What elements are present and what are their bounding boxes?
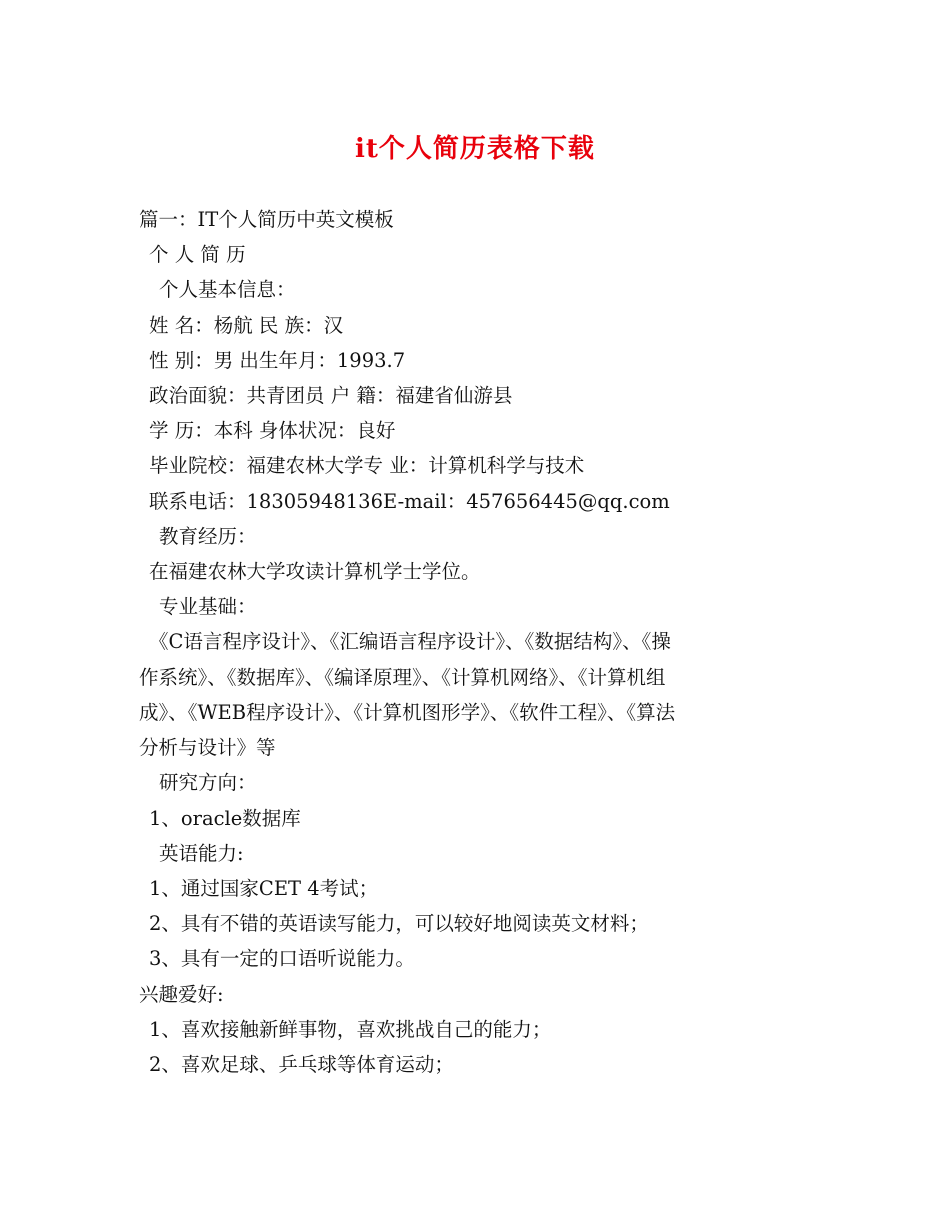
section-heading: 篇一：IT个人简历中英文模板 (139, 208, 394, 231)
list-item: 1、通过国家CET 4考试； (149, 877, 379, 900)
subsection-heading: 研究方向： (159, 771, 257, 794)
info-line: 联系电话：18305948136E-mail：457656445@qq.com (149, 490, 670, 513)
info-line: 政治面貌：共青团员 户 籍：福建省仙游县 (149, 384, 513, 407)
info-line: 姓 名：杨航 民 族：汉 (149, 314, 344, 337)
resume-heading: 个 人 简 历 (149, 243, 246, 266)
text-line: 成》、《WEB程序设计》、《计算机图形学》、《软件工程》、《算法 (139, 701, 676, 724)
text-line: 在福建农林大学攻读计算机学士学位。 (149, 560, 481, 583)
info-line: 学 历：本科 身体状况：良好 (149, 419, 396, 442)
subsection-heading: 教育经历： (159, 525, 257, 548)
list-item: 2、喜欢足球、乒乓球等体育运动； (149, 1053, 454, 1076)
list-item: 3、具有一定的口语听说能力。 (149, 947, 415, 970)
info-line: 性 别：男 出生年月：1993.7 (149, 349, 406, 372)
subsection-heading: 兴趣爱好: (139, 983, 224, 1006)
list-item: 1、喜欢接触新鲜事物，喜欢挑战自己的能力； (149, 1018, 552, 1041)
info-line: 毕业院校：福建农林大学专 业：计算机科学与技术 (149, 454, 585, 477)
document-title: it个人简历表格下载 (355, 134, 595, 164)
subsection-heading: 英语能力: (159, 842, 244, 865)
subsection-heading: 个人基本信息： (159, 278, 296, 301)
list-item: 2、具有不错的英语读写能力，可以较好地阅读英文材料； (149, 912, 649, 935)
text-line: 《C语言程序设计》、《汇编语言程序设计》、《数据结构》、《操 (149, 630, 671, 653)
list-item: 1、oracle数据库 (149, 807, 301, 830)
text-line: 分析与设计》等 (139, 736, 276, 759)
text-line: 作系统》、《数据库》、《编译原理》、《计算机网络》、《计算机组 (139, 666, 666, 689)
subsection-heading: 专业基础： (159, 595, 257, 618)
